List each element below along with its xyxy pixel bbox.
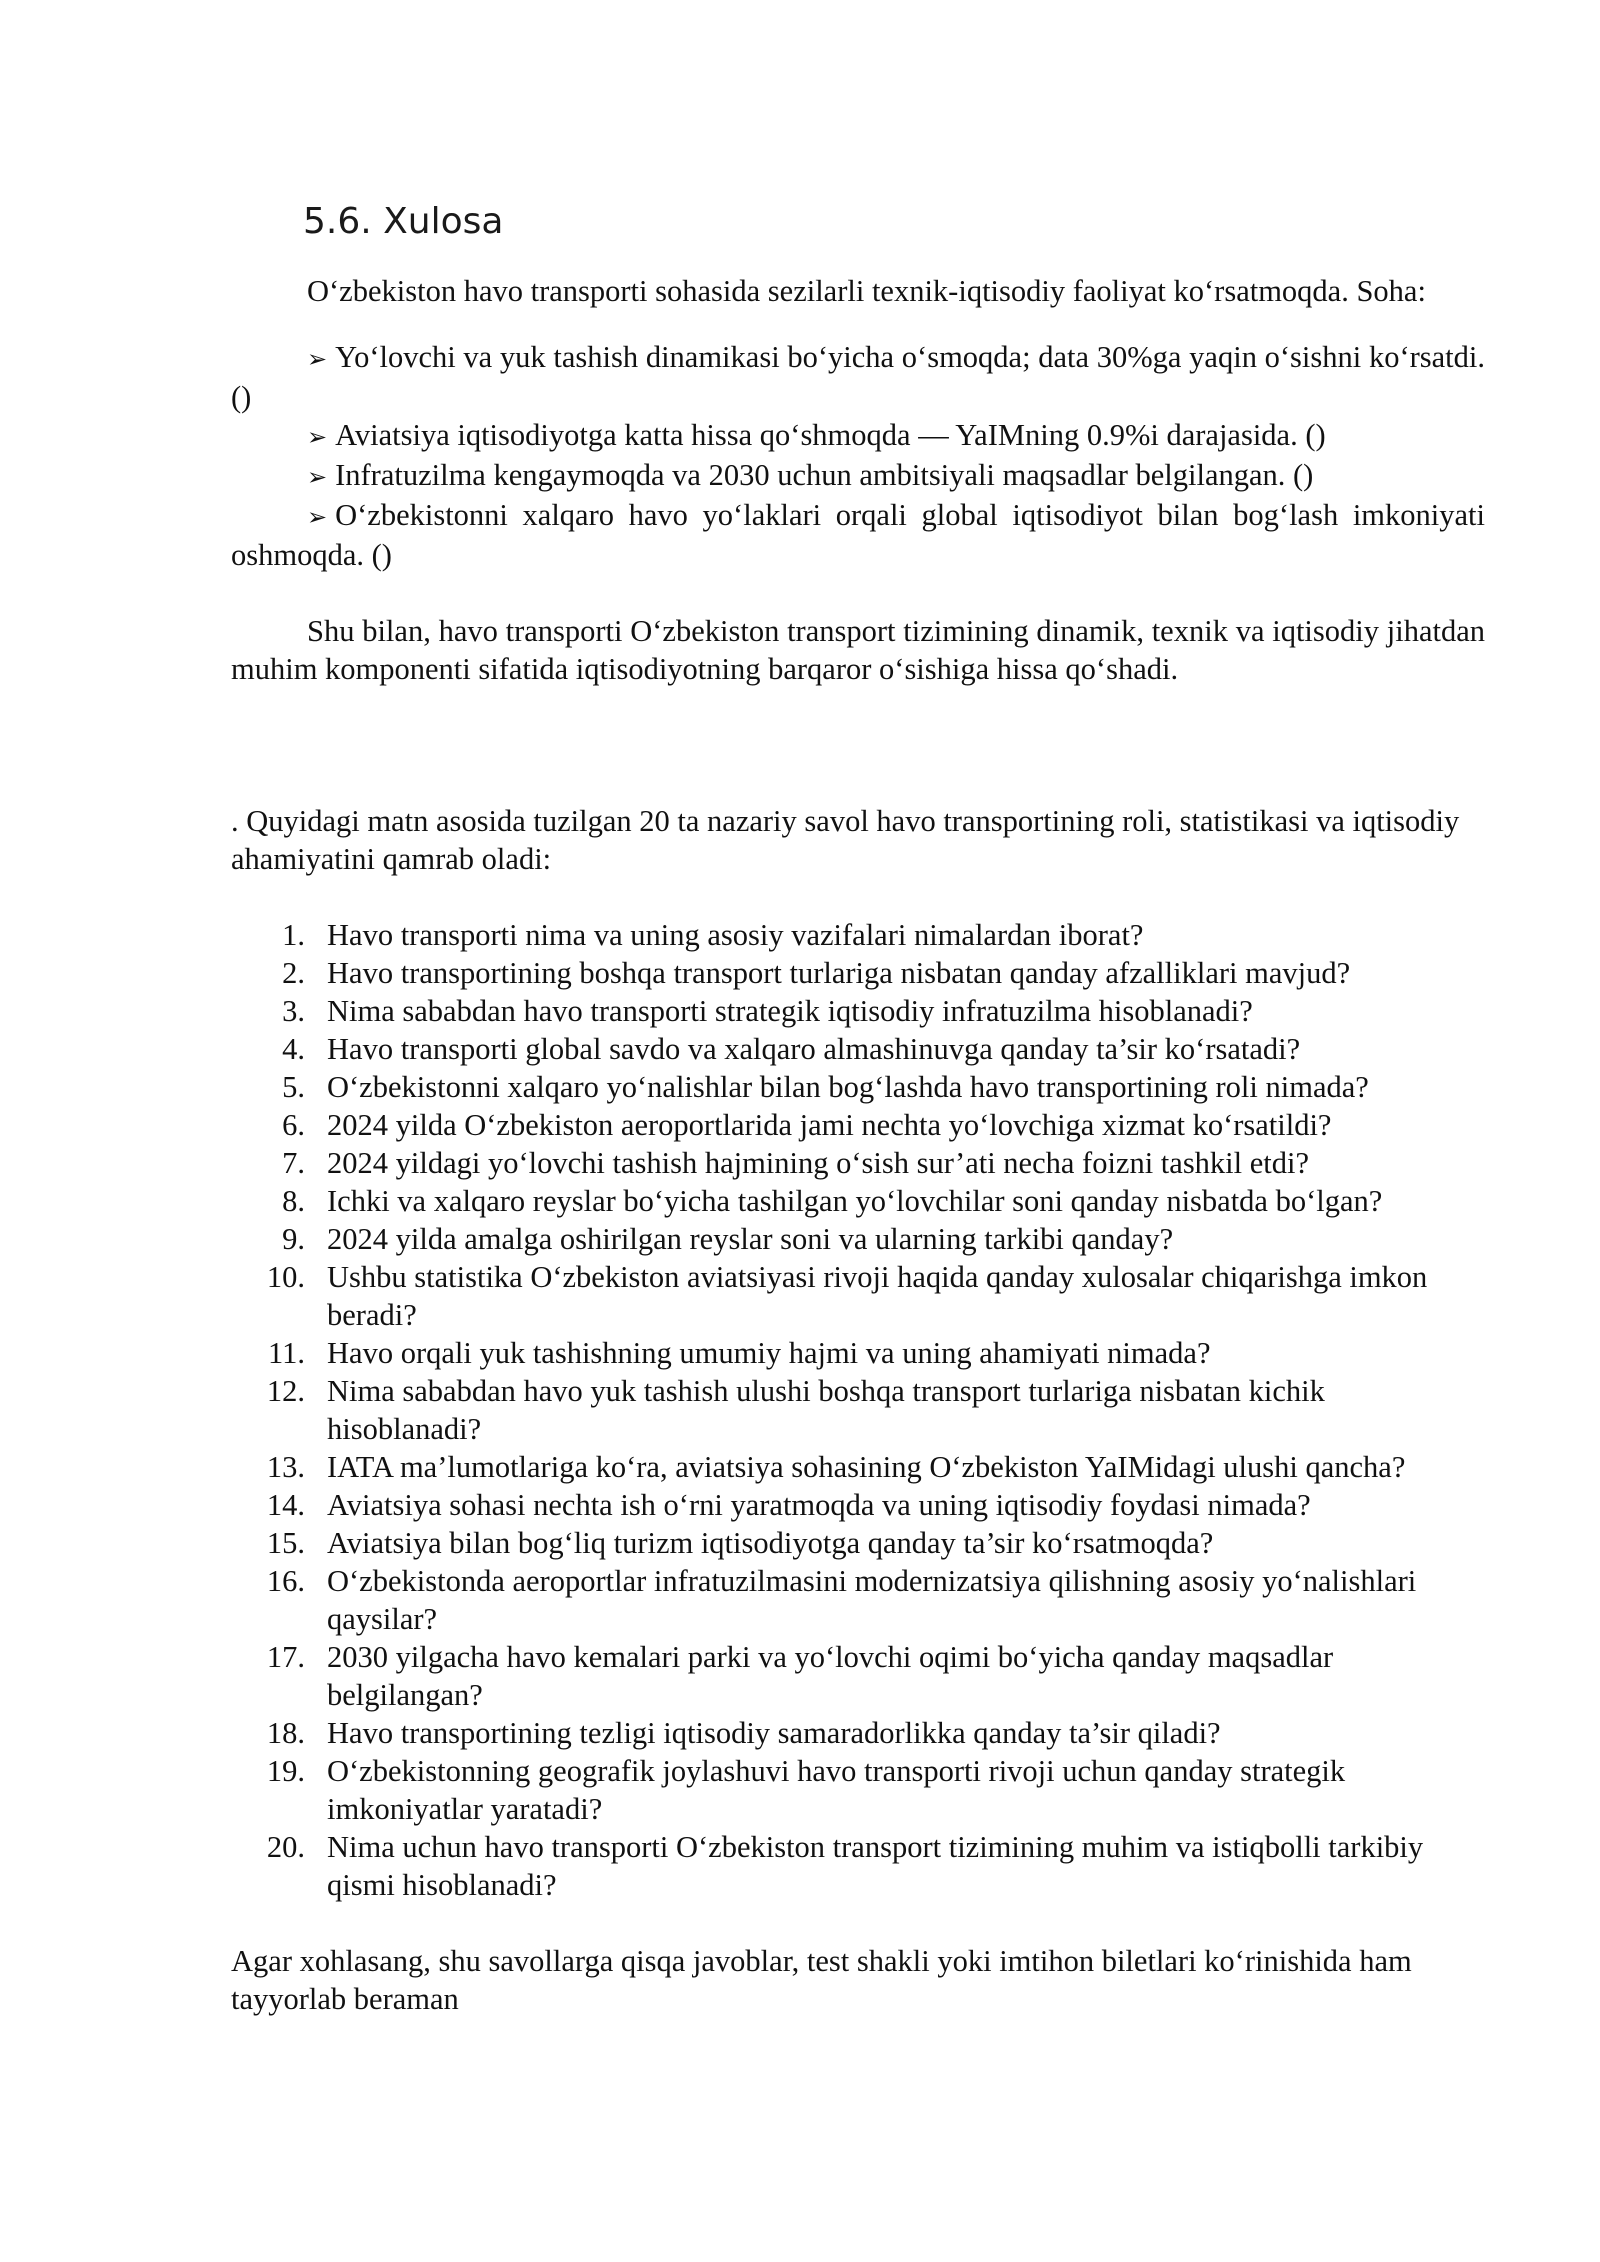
question-item xyxy=(231,1030,1485,1068)
question-number: 2. xyxy=(282,956,305,990)
closing-paragraph: Agar xohlasang, shu savollarga qisqa javoblar, test shakli yoki imtihon biletlari ko‘rinishida ham tayyorlab beraman xyxy=(231,1944,1412,2016)
question-number: 1. xyxy=(282,918,305,952)
question-text: Havo transporti nima va uning asosiy vazifalari nimalardan iborat? xyxy=(327,918,1144,952)
question-item xyxy=(231,1258,1485,1334)
bullet-text: O‘zbekistonni xalqaro havo yo‘laklari orqali global iqtisodiyot bilan bog‘lash imkoniyati oshmoqda. () xyxy=(231,498,1485,572)
conclusion-paragraph: Shu bilan, havo transporti O‘zbekiston transport tizimining dinamik, texnik va iqtisodiy jihatdan muhim komponenti sifatida iqtisodiyotning barqaror o‘sishiga hissa qo‘shadi. xyxy=(231,614,1485,686)
question-text: Ushbu statistika O‘zbekiston aviatsiyasi rivoji haqida qanday xulosalar chiqarishga imkon beradi? xyxy=(327,1260,1428,1332)
bullet-list xyxy=(231,338,1485,574)
question-text: O‘zbekistonda aeroportlar infratuzilmasini modernizatsiya qilishning asosiy yo‘nalishlari qaysilar? xyxy=(327,1564,1417,1636)
bullet-item xyxy=(231,338,1485,416)
question-item xyxy=(231,954,1485,992)
question-number: 13. xyxy=(266,1450,305,1484)
question-text: Nima uchun havo transporti O‘zbekiston transport tizimining muhim va istiqbolli tarkibiy qismi hisoblanadi? xyxy=(327,1830,1424,1902)
bullet-text: Infratuzilma kengaymoqda va 2030 uchun ambitsiyali maqsadlar belgilangan. () xyxy=(335,458,1314,492)
question-item xyxy=(231,1068,1485,1106)
section-heading: 5.6. Xulosa xyxy=(303,201,504,242)
question-text: Nima sababdan havo yuk tashish ulushi boshqa transport turlariga nisbatan kichik hisoblanadi? xyxy=(327,1374,1325,1446)
question-text: Havo transportining boshqa transport turlariga nisbatan qanday afzalliklari mavjud? xyxy=(327,956,1351,990)
question-number: 6. xyxy=(282,1108,305,1142)
question-text: IATA ma’lumotlariga ko‘ra, aviatsiya sohasining O‘zbekiston YaIMidagi ulushi qancha? xyxy=(327,1450,1406,1484)
question-item xyxy=(231,1524,1485,1562)
question-number: 9. xyxy=(282,1222,305,1256)
question-text: 2030 yilgacha havo kemalari parki va yo‘lovchi oqimi bo‘yicha qanday maqsadlar belgilangan? xyxy=(327,1640,1334,1712)
question-number: 17. xyxy=(266,1640,305,1674)
question-item xyxy=(231,1638,1485,1714)
question-text: Ichki va xalqaro reyslar bo‘yicha tashilgan yo‘lovchilar soni qanday nisbatda bo‘lgan? xyxy=(327,1184,1383,1218)
question-item xyxy=(231,1828,1485,1904)
question-item xyxy=(231,1182,1485,1220)
bullet-text: Yo‘lovchi va yuk tashish dinamikasi bo‘yicha o‘smoqda; data 30%ga yaqin o‘sishni ko‘rsatdi. () xyxy=(231,340,1485,414)
question-number: 5. xyxy=(282,1070,305,1104)
question-text: Havo transportining tezligi iqtisodiy samaradorlikka qanday ta’sir qiladi? xyxy=(327,1716,1221,1750)
question-item xyxy=(231,1106,1485,1144)
bullet-item xyxy=(231,456,1485,496)
question-item xyxy=(231,992,1485,1030)
question-text: 2024 yilda O‘zbekiston aeroportlarida jami nechta yo‘lovchiga xizmat ko‘rsatildi? xyxy=(327,1108,1332,1142)
question-number: 19. xyxy=(266,1754,305,1788)
arrow-bullet-icon: ➢ xyxy=(307,423,328,451)
question-item xyxy=(231,1714,1485,1752)
questions-intro: . Quyidagi matn asosida tuzilgan 20 ta nazariy savol havo transportining roli, statistikasi va iqtisodiy ahamiyatini qamrab oladi: xyxy=(231,804,1460,876)
question-item xyxy=(231,1372,1485,1448)
question-number: 7. xyxy=(282,1146,305,1180)
question-number: 4. xyxy=(282,1032,305,1066)
question-text: Nima sababdan havo transporti strategik iqtisodiy infratuzilma hisoblanadi? xyxy=(327,994,1253,1028)
question-number: 18. xyxy=(266,1716,305,1750)
question-number: 10. xyxy=(266,1260,305,1294)
question-text: O‘zbekistonning geografik joylashuvi havo transporti rivoji uchun qanday strategik imkoniyatlar yaratadi? xyxy=(327,1754,1346,1826)
question-item xyxy=(231,1144,1485,1182)
question-number: 3. xyxy=(282,994,305,1028)
question-text: Aviatsiya sohasi nechta ish o‘rni yaratmoqda va uning iqtisodiy foydasi nimada? xyxy=(327,1488,1311,1522)
question-number: 14. xyxy=(266,1488,305,1522)
question-number: 16. xyxy=(266,1564,305,1598)
question-item xyxy=(231,1752,1485,1828)
question-text: Havo orqali yuk tashishning umumiy hajmi va uning ahamiyati nimada? xyxy=(327,1336,1211,1370)
bullet-text: Aviatsiya iqtisodiyotga katta hissa qo‘shmoqda — YaIMning 0.9%i darajasida. () xyxy=(335,418,1326,452)
question-number: 11. xyxy=(268,1336,305,1370)
question-item xyxy=(231,916,1485,954)
question-text: Aviatsiya bilan bog‘liq turizm iqtisodiyotga qanday ta’sir ko‘rsatmoqda? xyxy=(327,1526,1214,1560)
question-number: 8. xyxy=(282,1184,305,1218)
question-item xyxy=(231,1334,1485,1372)
intro-paragraph: O‘zbekiston havo transporti sohasida sezilarli texnik-iqtisodiy faoliyat ko‘rsatmoqda. Soha: xyxy=(307,274,1426,308)
question-text: 2024 yilda amalga oshirilgan reyslar soni va ularning tarkibi qanday? xyxy=(327,1222,1174,1256)
question-text: O‘zbekistonni xalqaro yo‘nalishlar bilan bog‘lashda havo transportining roli nimada? xyxy=(327,1070,1369,1104)
bullet-item xyxy=(231,416,1485,456)
bullet-item xyxy=(231,496,1485,574)
question-item xyxy=(231,1486,1485,1524)
question-number: 20. xyxy=(266,1830,305,1864)
question-item xyxy=(231,1220,1485,1258)
arrow-bullet-icon: ➢ xyxy=(307,503,328,531)
question-text: 2024 yildagi yo‘lovchi tashish hajmining o‘sish sur’ati necha foizni tashkil etdi? xyxy=(327,1146,1310,1180)
question-number: 15. xyxy=(266,1526,305,1560)
question-text: Havo transporti global savdo va xalqaro almashinuvga qanday ta’sir ko‘rsatadi? xyxy=(327,1032,1301,1066)
arrow-bullet-icon: ➢ xyxy=(307,463,328,491)
question-number: 12. xyxy=(266,1374,305,1408)
questions-list xyxy=(231,916,1485,1904)
document-page xyxy=(231,200,1485,2049)
arrow-bullet-icon: ➢ xyxy=(307,345,328,373)
question-item xyxy=(231,1562,1485,1638)
question-item xyxy=(231,1448,1485,1486)
